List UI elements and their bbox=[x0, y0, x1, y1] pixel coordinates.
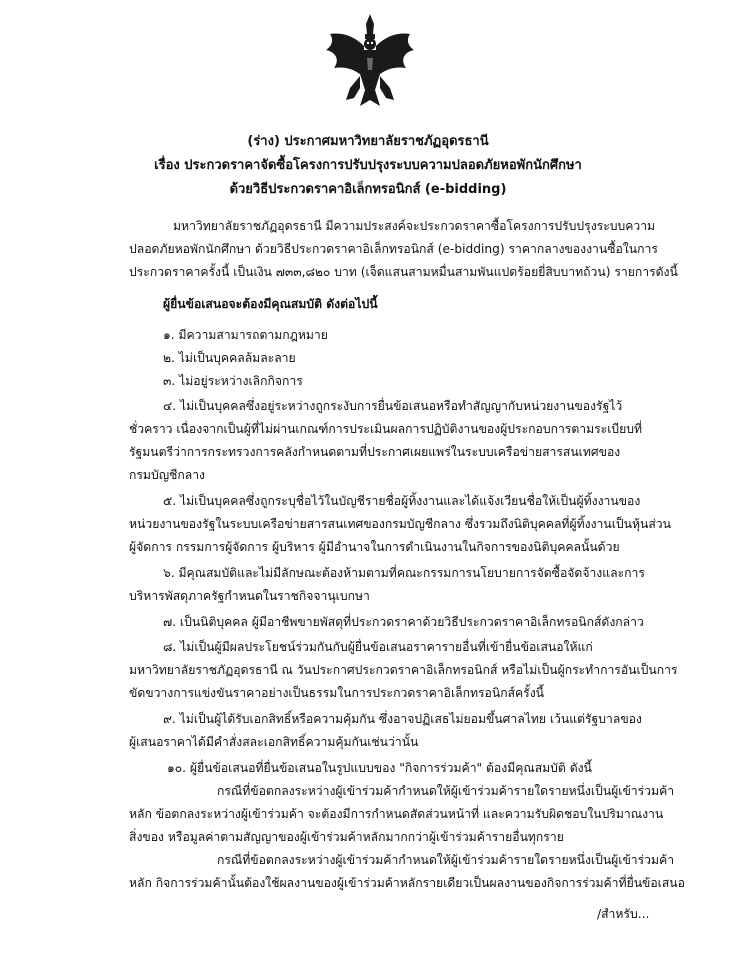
joint-venture-case: กรณีที่ข้อตกลงระหว่างผู้เข้าร่วมค้ากำหนดให้ผู้เข้าร่วมค้ารายใดรายหนึ่งเป็นผู้เข้าร่วมค้า bbox=[217, 853, 675, 867]
qualification-item-continued: บริหารพัสดุภาครัฐกำหนดในราชกิจจานุเบกษา bbox=[129, 589, 370, 603]
qualification-item-continued: หลัก กิจการร่วมค้านั้นต้องใช้ผลงานของผู้เข้าร่วมค้าหลักรายเดียวเป็นผลงานของกิจการร่วมค้าที่ยื่นข้อเสนอ bbox=[129, 876, 685, 890]
qualification-item-continued: ผู้เสนอราคาได้มีคำสั่งสละเอกสิทธิ์ความคุ้มกันเช่นว่านั้น bbox=[129, 735, 419, 749]
announcement-title: (ร่าง) ประกาศมหาวิทยาลัยราชภัฏอุดรธานี bbox=[247, 134, 489, 149]
qualification-item: ๑. มีความสามารถตามกฎหมาย bbox=[163, 328, 328, 342]
qualification-item-continued: หลัก ข้อตกลงระหว่างผู้เข้าร่วมค้า จะต้องมีการกำหนดสัดส่วนหน้าที่ และความรับผิดชอบในปริมาณงาน bbox=[129, 807, 664, 821]
qualification-item: ๖. มีคุณสมบัติและไม่มีลักษณะต้องห้ามตามที่คณะกรรมการนโยบายการจัดซื้อจัดจ้างและการ bbox=[163, 566, 645, 580]
qualification-item: ๓. ไม่อยู่ระหว่างเลิกกิจการ bbox=[163, 374, 303, 388]
announcement-subject: เรื่อง ประกวดราคาจัดซื้อโครงการปรับปรุงระบบความปลอดภัยหอพักนักศึกษา bbox=[154, 158, 582, 173]
qualification-item-continued: ชั่วคราว เนื่องจากเป็นผู้ที่ไม่ผ่านเกณฑ์การประเมินผลการปฏิบัติงานของผู้ประกอบการตามระเบียบที่ bbox=[129, 422, 643, 436]
qualification-item: ๔. ไม่เป็นบุคคลซึ่งอยู่ระหว่างถูกระงับการยื่นข้อเสนอหรือทำสัญญากับหน่วยงานของรัฐไว้ bbox=[163, 399, 623, 413]
qualification-item: ๙. ไม่เป็นผู้ได้รับเอกสิทธิ์หรือความคุ้มกัน ซึ่งอาจปฏิเสธไม่ยอมขึ้นศาลไทย เว้นแต่รัฐบาลของ bbox=[163, 712, 642, 726]
qualifications-heading: ผู้ยื่นข้อเสนอจะต้องมีคุณสมบัติ ดังต่อไปนี้ bbox=[163, 297, 378, 311]
qualification-item: ๒. ไม่เป็นบุคคลล้มละลาย bbox=[163, 351, 296, 365]
garuda-emblem-icon bbox=[320, 10, 420, 110]
qualification-item: ๘. ไม่เป็นผู้มีผลประโยชน์ร่วมกันกับผู้ยื่นข้อเสนอราคารายอื่นที่เข้ายื่นข้อเสนอให้แก่ bbox=[163, 640, 593, 654]
qualification-item-continued: กรมบัญชีกลาง bbox=[129, 468, 205, 482]
qualification-item-continued: รัฐมนตรีว่าการกระทรวงการคลังกำหนดตามที่ประกาศเผยแพร่ในระบบเครือข่ายสารสนเทศของ bbox=[129, 445, 621, 459]
qualification-item-continued: ขัดขวางการแข่งขันราคาอย่างเป็นธรรมในการประกวดราคาอิเล็กทรอนิกส์ครั้งนี้ bbox=[129, 686, 544, 700]
intro-line: ปลอดภัยหอพักนักศึกษา ด้วยวิธีประกวดราคาอิเล็กทรอนิกส์ (e-bidding) ราคากลางของงานซื้อในการ bbox=[129, 242, 658, 256]
qualification-item-continued: หน่วยงานของรัฐในระบบเครือข่ายสารสนเทศของกรมบัญชีกลาง ซึ่งรวมถึงนิติบุคคลที่ผู้ทิ้งงานเป็นหุ้นส่วน bbox=[129, 517, 671, 531]
qualification-item: ๕. ไม่เป็นบุคคลซึ่งถูกระบุชื่อไว้ในบัญชีรายชื่อผู้ทิ้งงานและได้แจ้งเวียนชื่อให้เป็นผู้ทิ้งงานของ bbox=[163, 494, 641, 508]
continuation-note: /สำหรับ... bbox=[597, 907, 650, 921]
intro-line: ประกวดราคาครั้งนี้ เป็นเงิน ๗๓๓,๘๒๐ บาท (เจ็ดแสนสามหมื่นสามพันแปดร้อยยี่สิบบาทถ้วน) รายการดังนี้ bbox=[129, 265, 678, 279]
qualification-item-continued: สิ่งของ หรือมูลค่าตามสัญญาของผู้เข้าร่วมค้าหลักมากกว่าผู้เข้าร่วมค้ารายอื่นทุกราย bbox=[129, 830, 564, 844]
qualification-item: ๗. เป็นนิติบุคคล ผู้มีอาชีพขายพัสดุที่ประกวดราคาด้วยวิธีประกวดราคาอิเล็กทรอนิกส์ดังกล่าว bbox=[163, 615, 644, 629]
joint-venture-case: กรณีที่ข้อตกลงระหว่างผู้เข้าร่วมค้ากำหนดให้ผู้เข้าร่วมค้ารายใดรายหนึ่งเป็นผู้เข้าร่วมค้า bbox=[217, 784, 675, 798]
qualification-item: ๑๐. ผู้ยื่นข้อเสนอที่ยื่นข้อเสนอในรูปแบบของ "กิจการร่วมค้า" ต้องมีคุณสมบัติ ดังนี้ bbox=[167, 761, 592, 775]
announcement-method: ด้วยวิธีประกวดราคาอิเล็กทรอนิกส์ (e-bidding) bbox=[229, 182, 507, 197]
qualification-item-continued: มหาวิทยาลัยราชภัฏอุดรธานี ณ วันประกาศประกวดราคาอิเล็กทรอนิกส์ หรือไม่เป็นผู้กระทำการอันเป็นการ bbox=[129, 663, 678, 677]
qualification-item-continued: ผู้จัดการ กรรมการผู้จัดการ ผู้บริหาร ผู้มีอำนาจในการดำเนินงานในกิจการของนิติบุคคลนั้นด้วย bbox=[129, 540, 620, 554]
intro-line: มหาวิทยาลัยราชภัฏอุดรธานี มีความประสงค์จะประกวดราคาซื้อโครงการปรับปรุงระบบความ bbox=[173, 219, 656, 233]
